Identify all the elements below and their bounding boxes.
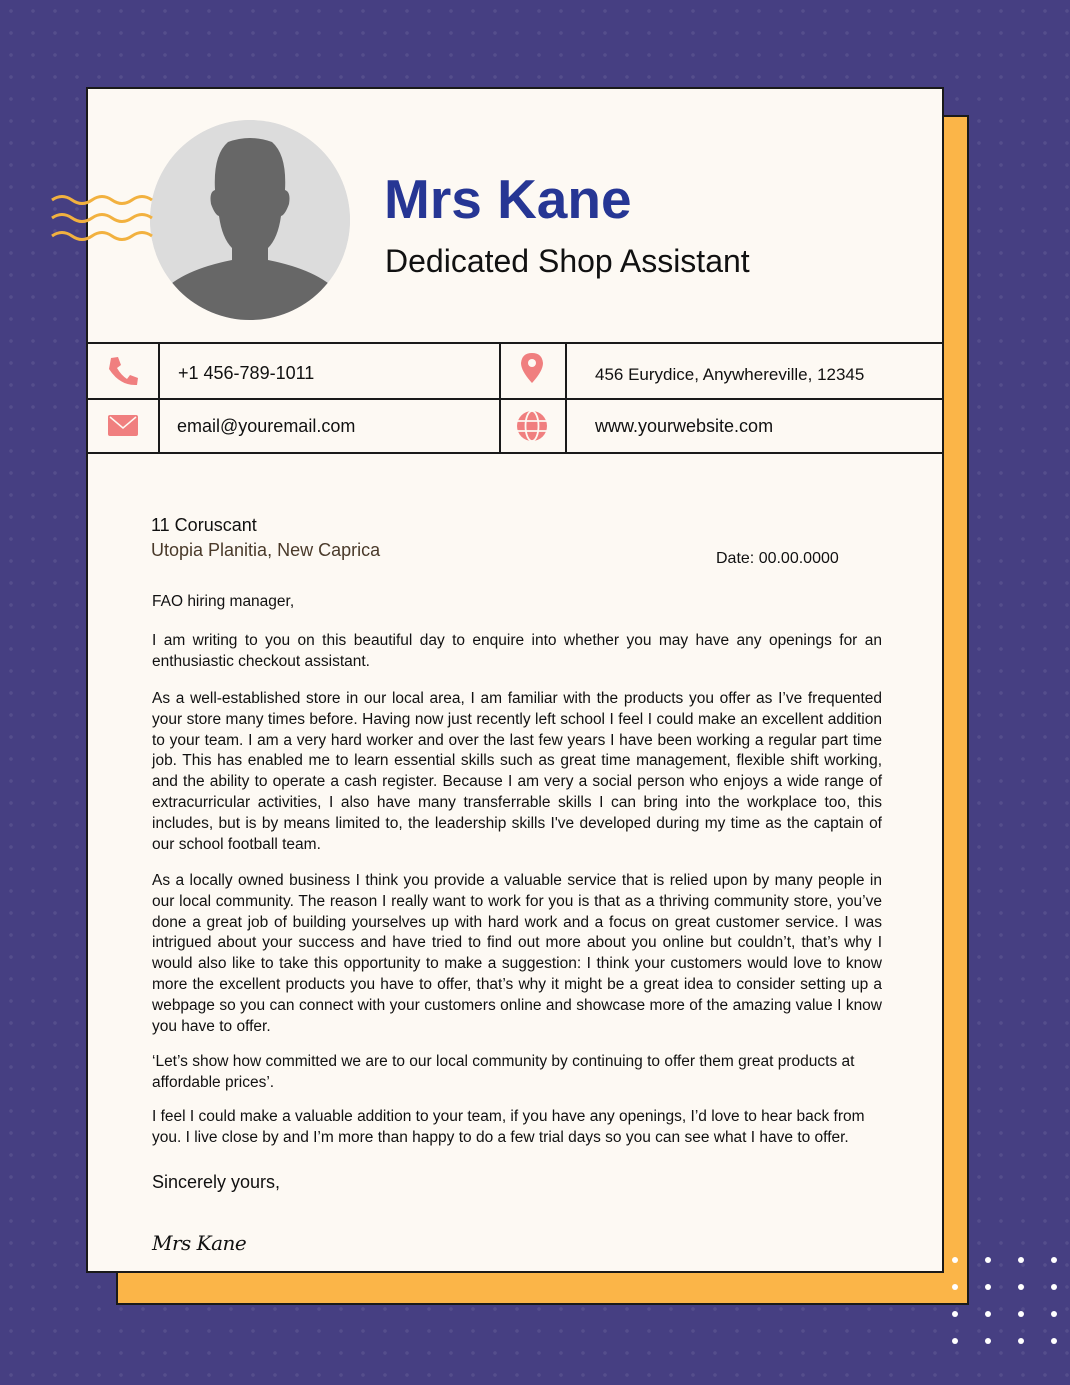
avatar-silhouette-icon [150,120,350,320]
phone-number[interactable]: +1 456-789-1011 [178,363,315,383]
recipient-address-line-1: 11 Coruscant [151,515,257,535]
divider [158,342,160,454]
email-address[interactable]: email@youremail.com [177,416,356,436]
candidate-name: Mrs Kane [384,168,632,230]
address-line: 456 Eurydice, Anywhereville, 12345 [595,365,865,384]
cover-letter-page [86,87,944,1273]
contact-grid [88,342,942,454]
letter-closing: Sincerely yours, [152,1172,281,1192]
letter-greeting: FAO hiring manager, [152,593,295,610]
letter-paragraph: I am writing to you on this beautiful day to enquire into whether you may have any openings for an enthusiastic checkout assistant. [152,632,882,670]
divider [565,342,567,454]
recipient-address-line-2: Utopia Planitia, New Caprica [151,540,381,560]
letter-paragraph: I feel I could make a valuable addition to your team, if you have any openings, I’d love to hear back from you. I live close by and I’m more than happy to do a few trial days so you can see what I have to offer. [152,1108,865,1146]
signature: Mrs Kane [152,1231,247,1255]
location-pin-icon [515,351,549,385]
decorative-waves-icon [50,192,160,252]
letter-paragraph: As a well-established store in our local area, I am familiar with the products you offer as I’ve frequented your store many times before. Having now just recently left school I feel I could make an excellent addition to your team. I am a very hard worker and over the last few years I have been working a regular part time job. This has enabled me to learn essential skills such as great time management, flexible shift working, and the ability to operate a cash register. Because I am very a social person who enjoys a wide range of extracurricular activities, I also have many transferrable skills I can bring into the workplace too, this includes, but is by means limited to, the leadership skills I've developed during my time as the captain of our school football team. [152,690,882,853]
decorative-dots-icon [946,1252,1070,1352]
website-url[interactable]: www.yourwebsite.com [595,416,774,436]
letter-paragraph: ‘Let’s show how committed we are to our local community by continuing to offer them great products at affordable prices’. [152,1053,855,1091]
divider [88,398,942,400]
letter-date: Date: 00.00.0000 [716,550,839,567]
envelope-icon [106,409,140,443]
letter-paragraph: As a locally owned business I think you provide a valuable service that is relied upon by many people in our local community. The reason I really want to work for you is that as a thriving community store, you’ve done a great job of building yourselves up with hard work and a focus on great customer service. I was intrigued about your success and have tried to find out more about you online but couldn’t, that’s why I would also like to take this opportunity to make a suggestion: I think your customers would love to know more the excellent products you have to offer, that’s why it might be a great idea to consider setting up a webpage so you can connect with your customers online and showcase more of the amazing value I know you have to offer. [152,872,882,1035]
divider [88,342,942,344]
divider [88,452,942,454]
phone-icon [106,354,140,388]
globe-icon [515,409,549,443]
avatar [150,120,350,320]
job-title: Dedicated Shop Assistant [385,243,750,279]
divider [499,342,501,454]
